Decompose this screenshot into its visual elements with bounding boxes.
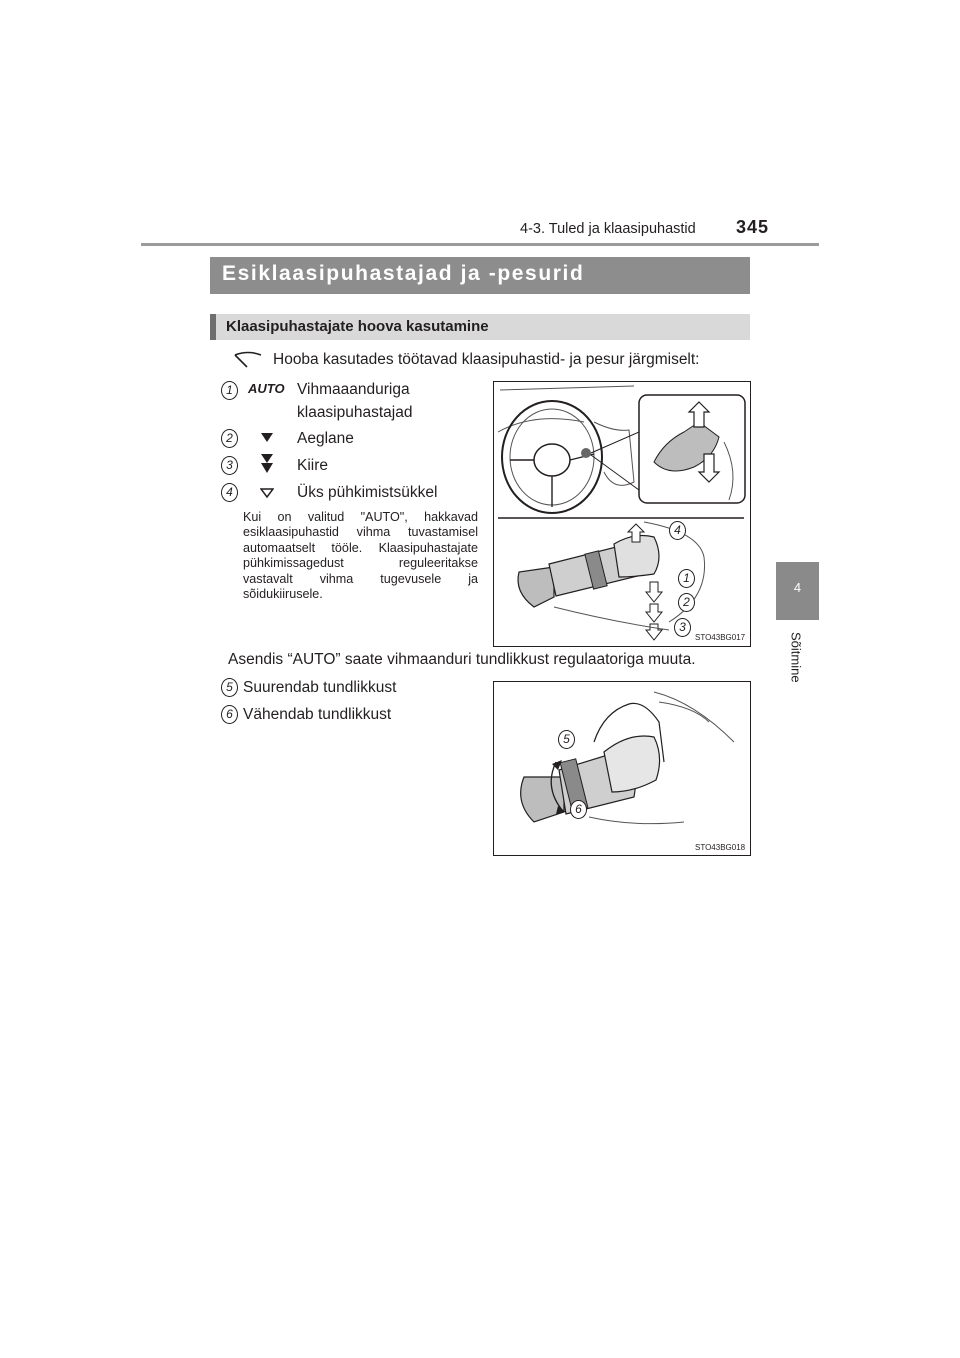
figure-wiper-lever [493, 381, 751, 647]
figure-code-2: STO43BG018 [695, 843, 746, 852]
chapter-tab-number: 4 [793, 580, 802, 595]
subsection-title: Klaasipuhastajate hoova kasutamine [226, 318, 489, 335]
wiper-lever-illustration [494, 382, 750, 646]
mode-1-label-line2: klaasipuhastajad [297, 404, 413, 421]
header-rule [141, 243, 819, 246]
wiper-icon [232, 350, 264, 370]
up-arrow-outline-icon [260, 487, 274, 499]
mode-4-label: Üks pühkimistsükkel [297, 484, 438, 501]
sensitivity-intro: Asendis “AUTO” saate vihmaanduri tundlikkust regulaatoriga muuta. [228, 651, 696, 668]
callout-3: 3 [221, 456, 238, 475]
callout-6: 6 [221, 705, 238, 724]
section-title: Esiklaasipuhastajad ja -pesurid [222, 262, 585, 285]
single-down-arrow-icon [260, 432, 274, 444]
mode-1-label-line1: Vihmaaanduriga [297, 381, 410, 398]
sensitivity-dial-illustration [494, 682, 750, 855]
increase-sensitivity-label: Suurendab tundlikkust [243, 679, 397, 696]
intro-text: Hooba kasutades töötavad klaasipuhastid- ja pesur järgmiselt: [273, 351, 700, 368]
mode-3-label: Kiire [297, 457, 329, 474]
subsection-accent [210, 314, 216, 340]
auto-symbol: AUTO [248, 381, 285, 396]
callout-2: 2 [221, 429, 238, 448]
figure-callout-6: 6 [570, 800, 587, 819]
figure-code: STO43BG017 [695, 633, 746, 642]
callout-5: 5 [221, 678, 238, 697]
chapter-tab-title: Sõitmine [788, 632, 804, 683]
figure-callout-5: 5 [558, 730, 575, 749]
figure-sensitivity-dial [493, 681, 751, 856]
figure-callout-1: 1 [678, 569, 695, 588]
double-down-arrow-icon [260, 453, 274, 474]
figure-callout-3: 3 [674, 618, 691, 637]
callout-4: 4 [221, 483, 238, 502]
decrease-sensitivity-label: Vähendab tundlikkust [243, 706, 392, 723]
callout-1: 1 [221, 381, 238, 400]
figure-callout-2: 2 [678, 593, 695, 612]
page-number: 345 [736, 217, 770, 237]
figure-callout-4: 4 [669, 521, 686, 540]
mode-2-label: Aeglane [297, 430, 354, 447]
running-header-section: 4-3. Tuled ja klaasipuhastid [520, 221, 696, 237]
auto-note: Kui on valitud "AUTO", hakkavad esiklaasipuhastid vihma tuvastamisel automaatselt tööle. Klaasipuhastajate pühkimissagedust reguleeritakse vastavalt vihma tugevusele ja sõidukiirusele. [243, 510, 478, 602]
